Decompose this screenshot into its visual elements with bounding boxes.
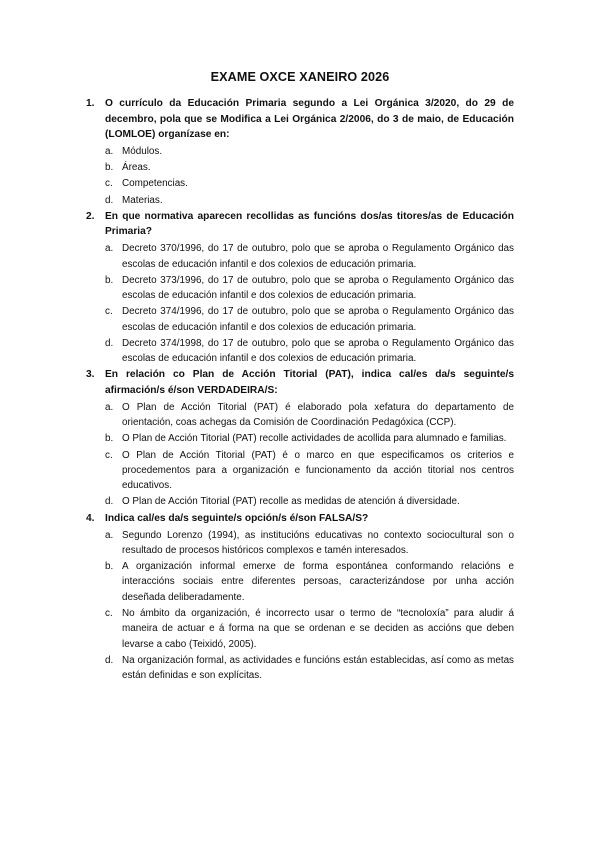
option-text: Na organización formal, as actividades e funcións están establecidas, así como as metas están definidas e son explícitas. <box>122 654 514 681</box>
option-text: Decreto 374/1996, do 17 de outubro, polo que se aproba o Regulamento Orgánico das escolas de educación infantil e dos colexios de educación primaria. <box>122 306 514 333</box>
option-text: O Plan de Acción Titorial (PAT) recolle as medidas de atención á diversidade. <box>122 496 460 508</box>
option-c <box>105 448 514 494</box>
option-b <box>105 431 514 446</box>
question-text: En que normativa aparecen recollidas as funcións dos/as titores/as de Educación Primaria? <box>105 210 514 238</box>
exam-title: EXAME OXCE XANEIRO 2026 <box>210 70 390 84</box>
option-text: Segundo Lorenzo (1994), as institucións educativas no contexto sociocultural son o resultado de procesos históricos complexos e tamén interesados. <box>122 529 514 556</box>
option-text: Módulos. <box>122 146 163 157</box>
option-d <box>105 193 514 208</box>
option-letter: c. <box>105 607 113 619</box>
option-text: A organización informal emerxe de forma espontánea conformando relacións e interaccións sociais entre diferentes persoas, caracterizándose por unha acción deseñada deliberadamente. <box>122 561 514 603</box>
option-text: O Plan de Acción Titorial (PAT) recolle actividades de acollida para alumnado e familias. <box>122 433 507 445</box>
option-a <box>105 241 514 272</box>
question-text: Indica cal/es da/s seguinte/s opción/s é/son FALSA/S? <box>105 512 369 524</box>
question-number: 3. <box>86 369 95 381</box>
option-b <box>105 273 514 304</box>
option-list <box>105 400 514 510</box>
option-letter: d. <box>105 337 114 349</box>
option-text: Decreto 374/1998, do 17 de outubro, polo que se aproba o Regulamento Orgánico das escolas de educación infantil e dos colexios de educación primaria. <box>122 337 514 365</box>
option-letter: b. <box>105 162 114 174</box>
option-letter: d. <box>105 194 114 206</box>
option-text: Decreto 373/1996, do 17 de outubro, polo que se aproba o Regulamento Orgánico das escolas de educación infantil e dos colexios de educación primaria. <box>122 274 514 302</box>
option-letter: b. <box>105 274 114 286</box>
option-text: O Plan de Acción Titorial (PAT) é o marco en que especificamos os criterios e procedementos para a organización e funcionamento da acción titorial nos centros educativos. <box>122 449 514 492</box>
question-text: En relación co Plan de Acción Titorial (PAT), indica cal/es da/s seguinte/s afirmación/s é/son VERDADEIRA/S: <box>105 369 514 396</box>
question-text: O currículo da Educación Primaria segundo a Lei Orgánica 3/2020, do 29 de decembro, pola que se Modifica a Lei Orgánica 2/2006, do 3 de maio, de Educación (LOMLOE) organízase en: <box>105 98 514 140</box>
option-letter: c. <box>105 306 113 318</box>
option-list <box>105 241 514 366</box>
option-a <box>105 144 514 159</box>
option-list <box>105 144 514 208</box>
question-3 <box>86 367 514 509</box>
option-a <box>105 528 514 559</box>
option-d <box>105 336 514 367</box>
option-d <box>105 653 514 684</box>
option-letter: b. <box>105 561 114 573</box>
option-letter: d. <box>105 496 114 508</box>
option-text: Materias. <box>122 194 163 206</box>
question-number: 2. <box>86 210 95 222</box>
option-letter: a. <box>105 529 114 541</box>
question-list <box>86 96 514 683</box>
option-b <box>105 559 514 605</box>
question-2 <box>86 209 514 367</box>
option-text: No ámbito da organización, é incorrecto usar o termo de “tecnoloxía” para aludir á maneira de actuar e á forma na que se ordenan e se deciden as accións que deben levarse a cabo (Teixidó, 2005). <box>122 607 514 650</box>
option-a <box>105 400 514 431</box>
option-letter: a. <box>105 401 114 413</box>
option-c <box>105 606 514 652</box>
question-1 <box>86 96 514 208</box>
option-letter: c. <box>105 449 113 461</box>
question-number: 1. <box>86 98 95 109</box>
option-letter: b. <box>105 433 114 445</box>
option-d <box>105 494 514 509</box>
option-c <box>105 304 514 335</box>
option-b <box>105 160 514 175</box>
option-text: O Plan de Acción Titorial (PAT) é elaborado pola xefatura do departamento de orientación, coas achegas da Comisión de Coordinación Pedagóxica (CCP). <box>122 401 514 429</box>
option-c <box>105 176 514 191</box>
option-text: Competencias. <box>122 178 188 190</box>
question-number: 4. <box>86 512 95 524</box>
option-letter: d. <box>105 654 114 666</box>
option-text: Áreas. <box>122 162 151 174</box>
option-letter: a. <box>105 243 114 255</box>
option-letter: a. <box>105 146 114 157</box>
option-text: Decreto 370/1996, do 17 de outubro, polo que se aproba o Regulamento Orgánico das escolas de educación infantil e dos colexios de educación primaria. <box>122 243 514 270</box>
question-4 <box>86 511 514 684</box>
option-list <box>105 528 514 684</box>
option-letter: c. <box>105 178 113 190</box>
